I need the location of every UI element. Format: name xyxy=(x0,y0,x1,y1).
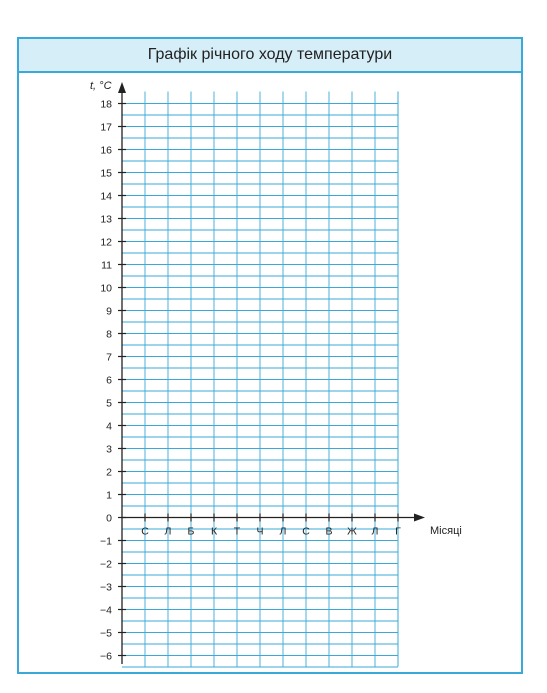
x-tick-label: Л xyxy=(279,525,287,538)
y-tick-label: −1 xyxy=(100,535,112,548)
x-tick-label: Т xyxy=(233,525,241,538)
y-axis-label: t, °C xyxy=(90,80,112,92)
x-tick-label: Л xyxy=(371,525,379,538)
y-tick-label: 16 xyxy=(100,144,112,157)
y-tick-label: 18 xyxy=(100,98,112,111)
x-tick-label: Г xyxy=(395,525,401,538)
y-tick-label: 4 xyxy=(106,420,112,433)
chart-title: Графік річного ходу температури xyxy=(147,46,393,63)
y-tick-label: −4 xyxy=(100,604,112,617)
x-tick-label: Б xyxy=(187,525,195,538)
y-tick-label: 15 xyxy=(100,167,112,180)
y-tick-label: −6 xyxy=(100,650,112,663)
x-axis-arrow xyxy=(414,514,425,522)
y-tick-label: 10 xyxy=(100,282,112,295)
x-tick-label: Ч xyxy=(256,525,264,538)
y-tick-label: −3 xyxy=(100,581,112,594)
y-tick-label: 3 xyxy=(106,443,112,456)
y-tick-label: 7 xyxy=(106,351,112,364)
y-tick-label: 17 xyxy=(100,121,112,134)
x-tick-label: С xyxy=(141,525,149,538)
x-tick-label: К xyxy=(210,525,218,538)
y-tick-label: 0 xyxy=(106,512,112,525)
y-tick-label: 8 xyxy=(106,328,112,341)
y-tick-label: 9 xyxy=(106,305,112,318)
x-tick-label: С xyxy=(302,525,310,538)
y-tick-label: 11 xyxy=(101,259,112,272)
x-tick-label: В xyxy=(325,525,333,538)
y-tick-label: 1 xyxy=(106,489,112,502)
y-tick-label: 2 xyxy=(106,466,112,479)
y-axis-arrow xyxy=(118,82,126,93)
y-tick-label: 6 xyxy=(106,374,112,387)
x-axis-label: Місяці xyxy=(430,525,462,537)
chart-grid xyxy=(122,92,398,668)
x-tick-label: Ж xyxy=(347,525,357,538)
y-tick-label: 13 xyxy=(100,213,112,226)
y-tick-label: −5 xyxy=(100,627,112,640)
y-tick-label: −2 xyxy=(100,558,112,571)
y-tick-label: 14 xyxy=(100,190,112,203)
chart-axes xyxy=(118,82,425,664)
y-tick-label: 5 xyxy=(106,397,112,410)
y-tick-label: 12 xyxy=(100,236,112,249)
x-tick-label: Л xyxy=(164,525,172,538)
